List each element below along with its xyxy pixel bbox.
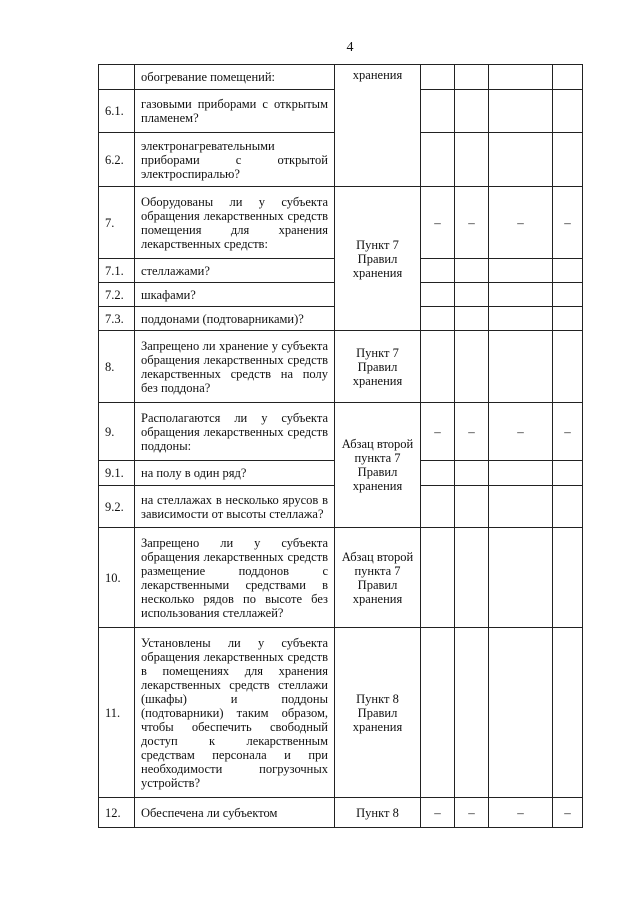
question-text: на полу в один ряд? xyxy=(135,461,335,486)
answer-cell-no xyxy=(455,283,489,307)
answer-cell-yes: – xyxy=(421,798,455,828)
question-text: электронагревательными приборами с открытой электроспиралью? xyxy=(135,133,335,187)
answer-cell-na xyxy=(489,90,553,133)
answer-cell-note xyxy=(553,528,583,628)
answer-cell-note xyxy=(553,133,583,187)
answer-cell-no: – xyxy=(455,403,489,461)
answer-cell-na xyxy=(489,307,553,331)
answer-cell-note xyxy=(553,90,583,133)
answer-cell-yes xyxy=(421,528,455,628)
table-row xyxy=(99,187,583,259)
answer-cell-note xyxy=(553,461,583,486)
answer-cell-yes xyxy=(421,461,455,486)
answer-cell-yes xyxy=(421,307,455,331)
answer-cell-no xyxy=(455,133,489,187)
answer-cell-na xyxy=(489,65,553,90)
answer-cell-na xyxy=(489,133,553,187)
row-number: 6.2. xyxy=(99,133,135,187)
answer-cell-na: – xyxy=(489,403,553,461)
answer-cell-na xyxy=(489,331,553,403)
answer-cell-note xyxy=(553,628,583,798)
table-row xyxy=(99,65,583,90)
answer-cell-note: – xyxy=(553,798,583,828)
answer-cell-yes xyxy=(421,133,455,187)
question-text: стеллажами? xyxy=(135,259,335,283)
legal-reference: Пункт 8 Правил хранения xyxy=(335,628,421,798)
answer-cell-yes xyxy=(421,259,455,283)
page-number: 4 xyxy=(346,40,354,55)
row-number: 7. xyxy=(99,187,135,259)
question-text: поддонами (подтоварниками)? xyxy=(135,307,335,331)
answer-cell-note xyxy=(553,283,583,307)
answer-cell-na xyxy=(489,283,553,307)
answer-cell-no xyxy=(455,628,489,798)
answer-cell-note: – xyxy=(553,187,583,259)
row-number: 11. xyxy=(99,628,135,798)
table-row xyxy=(99,528,583,628)
answer-cell-na xyxy=(489,628,553,798)
row-number xyxy=(99,65,135,90)
row-number: 10. xyxy=(99,528,135,628)
answer-cell-note xyxy=(553,331,583,403)
table-row xyxy=(99,628,583,798)
answer-cell-na xyxy=(489,486,553,528)
checklist-table xyxy=(98,64,583,828)
answer-cell-no xyxy=(455,90,489,133)
row-number: 7.2. xyxy=(99,283,135,307)
legal-reference: хранения xyxy=(335,65,421,187)
question-text: Оборудованы ли у субъекта обращения лекарственных средств помещения для хранения лекарственных средств: xyxy=(135,187,335,259)
row-number: 9.2. xyxy=(99,486,135,528)
answer-cell-yes xyxy=(421,486,455,528)
answer-cell-no: – xyxy=(455,187,489,259)
answer-cell-no xyxy=(455,331,489,403)
question-text: Запрещено ли у субъекта обращения лекарственных средств размещение поддонов с лекарственными средствами в несколько рядов по высоте без использования стеллажей? xyxy=(135,528,335,628)
answer-cell-na xyxy=(489,528,553,628)
table-row xyxy=(99,331,583,403)
answer-cell-yes: – xyxy=(421,187,455,259)
row-number: 7.3. xyxy=(99,307,135,331)
answer-cell-note xyxy=(553,486,583,528)
answer-cell-no xyxy=(455,461,489,486)
answer-cell-note xyxy=(553,307,583,331)
answer-cell-note: – xyxy=(553,403,583,461)
legal-reference: Пункт 8 xyxy=(335,798,421,828)
answer-cell-no: – xyxy=(455,798,489,828)
answer-cell-na: – xyxy=(489,187,553,259)
answer-cell-yes xyxy=(421,65,455,90)
answer-cell-no xyxy=(455,528,489,628)
row-number: 7.1. xyxy=(99,259,135,283)
question-text: Обеспечена ли субъектом xyxy=(135,798,335,828)
answer-cell-no xyxy=(455,486,489,528)
answer-cell-yes: – xyxy=(421,403,455,461)
row-number: 12. xyxy=(99,798,135,828)
answer-cell-no xyxy=(455,65,489,90)
answer-cell-yes xyxy=(421,90,455,133)
row-number: 6.1. xyxy=(99,90,135,133)
question-text: Располагаются ли у субъекта обращения лекарственных средств поддоны: xyxy=(135,403,335,461)
legal-reference: Пункт 7 Правил хранения xyxy=(335,331,421,403)
answer-cell-yes xyxy=(421,331,455,403)
row-number: 9. xyxy=(99,403,135,461)
question-text: Установлены ли у субъекта обращения лекарственных средств в помещениях для хранения лекарственных средств стеллажи (шкафы) и поддоны (подтоварники) таким образом, чтобы обеспечить свободный доступ к лекарственным средствам персонала и при необходимости погрузочных устройств? xyxy=(135,628,335,798)
answer-cell-yes xyxy=(421,283,455,307)
question-text: обогревание помещений: xyxy=(135,65,335,90)
legal-reference: Абзац второй пункта 7 Правил хранения xyxy=(335,528,421,628)
row-number: 9.1. xyxy=(99,461,135,486)
answer-cell-na xyxy=(489,259,553,283)
answer-cell-no xyxy=(455,259,489,283)
row-number: 8. xyxy=(99,331,135,403)
question-text: на стеллажах в несколько ярусов в зависимости от высоты стеллажа? xyxy=(135,486,335,528)
legal-reference: Абзац второй пункта 7 Правил хранения xyxy=(335,403,421,528)
question-text: газовыми приборами с открытым пламенем? xyxy=(135,90,335,133)
legal-reference: Пункт 7 Правил хранения xyxy=(335,187,421,331)
answer-cell-na xyxy=(489,461,553,486)
table-row xyxy=(99,798,583,828)
question-text: шкафами? xyxy=(135,283,335,307)
answer-cell-note xyxy=(553,259,583,283)
answer-cell-no xyxy=(455,307,489,331)
question-text: Запрещено ли хранение у субъекта обращения лекарственных средств лекарственных средств на полу без поддона? xyxy=(135,331,335,403)
answer-cell-note xyxy=(553,65,583,90)
table-row xyxy=(99,403,583,461)
answer-cell-yes xyxy=(421,628,455,798)
answer-cell-na: – xyxy=(489,798,553,828)
